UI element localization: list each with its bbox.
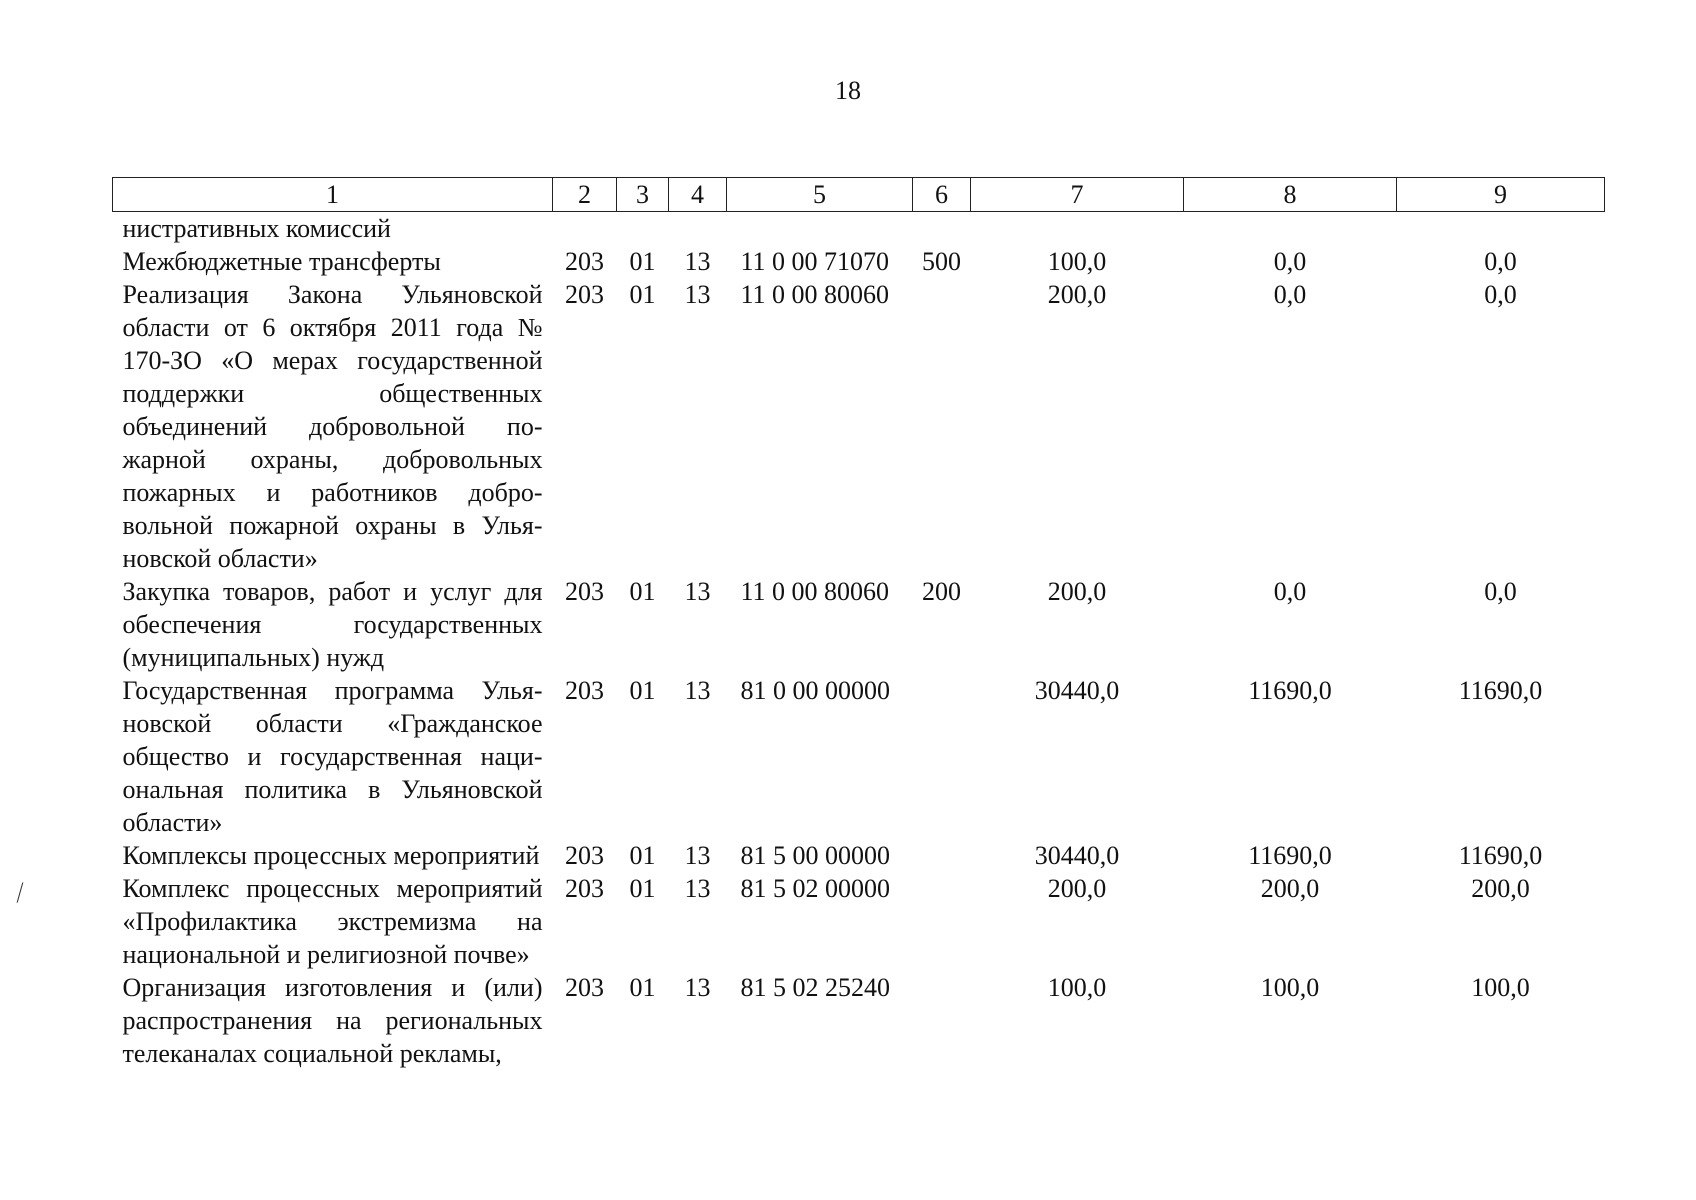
amount-8: 0,0	[1273, 280, 1307, 309]
code-6	[913, 839, 971, 872]
margin-pen-mark: ⁄	[13, 878, 28, 907]
table-header	[113, 178, 1605, 212]
code-3: 01	[629, 676, 656, 705]
code-5: 81 5 00 00000	[740, 841, 890, 870]
amount-7: 30440,0	[1034, 676, 1120, 705]
amount-9: 100,0	[1471, 973, 1530, 1002]
amount-7: 200,0	[1047, 577, 1107, 606]
amount-8: 200,0	[1260, 874, 1320, 903]
item-name: Комплекс процессных мероприятий «Профилактика экстремизма на национальной и религиозной почве»	[122, 874, 543, 969]
amount-9: 0,0	[1484, 247, 1517, 276]
amount-9: 11690,0	[1458, 676, 1543, 705]
code-4	[669, 212, 727, 246]
code-5: 81 0 00 00000	[740, 676, 890, 705]
table-row	[113, 245, 1605, 278]
amount-8: 0,0	[1273, 577, 1307, 606]
code-3: 01	[629, 577, 656, 606]
column-header-4: 4	[669, 178, 727, 212]
amount-8: 11690,0	[1248, 676, 1332, 705]
amount-7: 100,0	[1047, 247, 1107, 276]
header-row	[113, 178, 1605, 212]
column-header-6: 6	[913, 178, 971, 212]
item-name: Закупка товаров, работ и услуг для обеспечения государственных (муниципальных) нужд	[122, 577, 543, 672]
amount-7: 200,0	[1047, 874, 1107, 903]
code-2: 203	[565, 973, 604, 1002]
column-header-3: 3	[617, 178, 669, 212]
column-header-8: 8	[1184, 178, 1397, 212]
code-3: 01	[629, 874, 656, 903]
code-2	[553, 212, 617, 246]
item-name: Государственная программа Ульяновской области «Гражданское общество и государственная национальная политика в Ульяновской области»	[122, 676, 543, 837]
column-header-1: 1	[113, 178, 553, 212]
budget-table	[112, 177, 1605, 1070]
code-6	[913, 971, 971, 1070]
code-2: 203	[565, 280, 604, 309]
code-2: 203	[565, 676, 604, 705]
code-3: 01	[629, 973, 656, 1002]
code-6	[913, 212, 971, 246]
amount-9: 0,0	[1484, 280, 1517, 309]
code-6	[913, 872, 971, 971]
table-row	[113, 674, 1605, 839]
code-3	[617, 212, 669, 246]
amount-7	[971, 212, 1184, 246]
code-4: 13	[684, 280, 711, 309]
table-row	[113, 872, 1605, 971]
amount-8	[1184, 212, 1397, 246]
column-header-9: 9	[1397, 178, 1605, 212]
code-4: 13	[684, 577, 711, 606]
amount-8: 100,0	[1260, 973, 1320, 1002]
code-6: 500	[922, 247, 961, 276]
item-name: нистративных комиссий	[122, 214, 391, 243]
code-2: 203	[565, 247, 604, 276]
item-name: Организация изготовления и (или) распространения на региональных телеканалах социальной рекламы,	[122, 973, 543, 1068]
code-2: 203	[565, 874, 604, 903]
item-name: Межбюджетные трансферты	[122, 247, 441, 276]
code-6	[913, 278, 971, 575]
code-5: 11 0 00 80060	[740, 280, 890, 309]
code-5: 11 0 00 71070	[740, 247, 890, 276]
code-3: 01	[629, 280, 656, 309]
code-6: 200	[922, 577, 961, 606]
amount-8: 0,0	[1273, 247, 1307, 276]
amount-9	[1397, 212, 1605, 246]
table-row	[113, 278, 1605, 575]
table-row	[113, 971, 1605, 1070]
code-4: 13	[684, 973, 711, 1002]
code-2: 203	[565, 841, 604, 870]
amount-9: 200,0	[1471, 874, 1530, 903]
column-header-2: 2	[553, 178, 617, 212]
code-3: 01	[629, 841, 656, 870]
table-row	[113, 575, 1605, 674]
table-row	[113, 839, 1605, 872]
code-4: 13	[684, 676, 711, 705]
table-row	[113, 212, 1605, 246]
code-5: 81 5 02 00000	[740, 874, 890, 903]
item-name: Реализация Закона Ульяновской области от 6 октября 2011 года № 170-ЗО «О мерах государственной поддержки общественных объединений добровольной пожарной охраны, добровольных пожарных и работников добровольной пожарной охраны в Ульяновской области»	[122, 280, 543, 573]
column-header-7: 7	[971, 178, 1184, 212]
code-4: 13	[684, 874, 711, 903]
page-number: 18	[835, 76, 861, 105]
amount-8: 11690,0	[1248, 841, 1332, 870]
code-4: 13	[684, 247, 711, 276]
column-header-5: 5	[727, 178, 913, 212]
code-5	[727, 212, 913, 246]
amount-9: 0,0	[1484, 577, 1517, 606]
amount-9: 11690,0	[1458, 841, 1543, 870]
amount-7: 30440,0	[1034, 841, 1120, 870]
code-2: 203	[565, 577, 604, 606]
code-6	[913, 674, 971, 839]
item-name: Комплексы процессных мероприятий	[122, 841, 540, 870]
code-5: 11 0 00 80060	[740, 577, 890, 606]
code-5: 81 5 02 25240	[740, 973, 890, 1002]
code-4: 13	[684, 841, 711, 870]
code-3: 01	[629, 247, 656, 276]
amount-7: 200,0	[1047, 280, 1107, 309]
table-body	[113, 212, 1605, 1071]
amount-7: 100,0	[1047, 973, 1107, 1002]
